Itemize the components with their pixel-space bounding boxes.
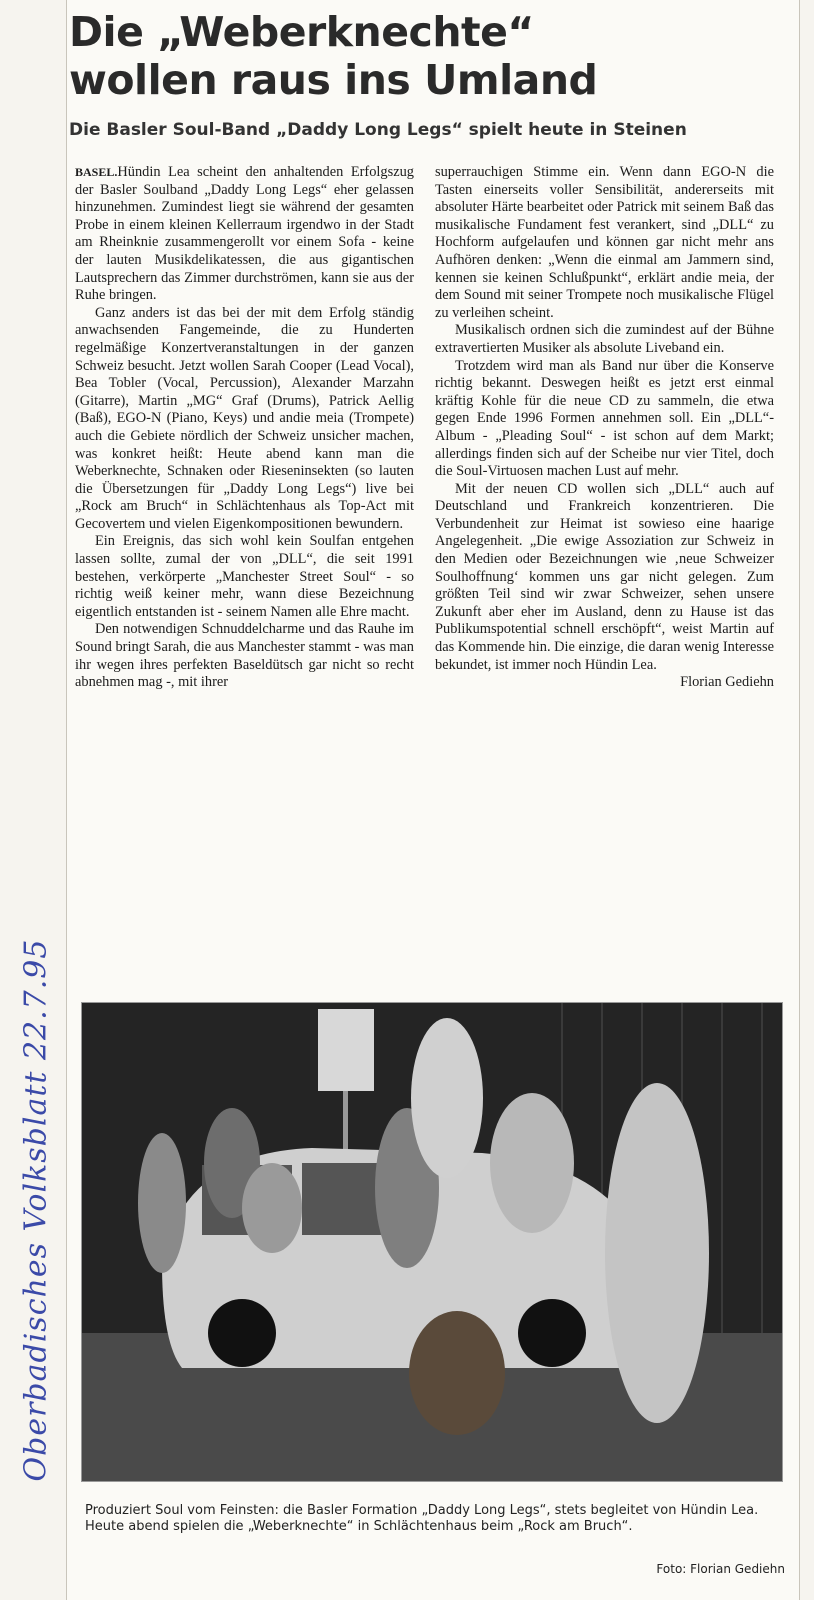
article-column-right <box>435 164 774 692</box>
band-photo-drawing <box>82 1003 782 1481</box>
handwritten-note-text: Oberbadisches Volksblatt 22.7.95 <box>18 938 54 1482</box>
dateline: BASEL. <box>75 165 118 179</box>
headline-line-1: Die „Weberknechte“ <box>69 8 534 56</box>
article-author: Florian Gediehn <box>680 674 774 691</box>
article-headline <box>69 8 789 104</box>
paragraph: Ganz anders ist das bei der mit dem Erfolg ständig anwachsenden Fangemeinde, die zu Hunderten regelmäßige Konzertveranstaltungen in der ganzen Schweiz besucht. Jetzt wollen Sarah Cooper (Lead Vocal), Bea Tobler (Vocal, Percussion), Alexander Marzahn (Gitarre), Martin „MG“ Graf (Drums), Patrick Aellig (Baß), EGO-N (Piano, Keys) und andie meia (Trompete) auch die Gebiete nördlich der Schweiz unsicher machen, was konkret heißt: Heute abend kann man die Weberknechte, Schnaken oder Rieseninsekten (so lauten die Übersetzungen für „Daddy Long Legs“) live bei „Rock am Bruch“ in Schlächtenhaus als Top-Act mit Gecovertem und vielen Eigenkompositionen bewundern. <box>75 304 414 532</box>
photo-caption: Produziert Soul vom Feinsten: die Basler Formation „Daddy Long Legs“, stets begleitet von Hündin Lea. Heute abend spielen die „Weberknechte“ in Schlächtenhaus beim „Rock am Bruch“. <box>85 1503 759 1534</box>
paragraph: Ein Ereignis, das sich wohl kein Soulfan entgehen lassen sollte, zumal der von „DLL“, die seit 1991 bestehen, verkörperte „Manchester Street Soul“ - so richtig weiß keiner mehr, wann diese Bezeichnung eigentlich entstanden ist - seinem Namen alle Ehre macht. <box>75 533 414 620</box>
article-column-left <box>75 164 414 692</box>
newspaper-clipping <box>66 0 800 1600</box>
paragraph: Musikalisch ordnen sich die zumindest auf der Bühne extravertierten Musiker als absolute Liveband ein. <box>435 322 774 356</box>
paragraph: superrauchigen Stimme ein. Wenn dann EGO-N die Tasten einerseits voller Sensibilität, andererseits mit absoluter Härte bearbeitet oder Patrick mit seinem Baß das musikalische Fundament fest verankert, sind „DLL“ zu Hochform aufgelaufen und können gar nicht mehr ans Aufhören denken: „Wenn die einmal am Jammern sind, kennen sie keinen Schlußpunkt“, erklärt andie meia, der dem Sound mit seiner Trompete noch musikalische Flügel zu verleihen scheint. <box>435 164 774 321</box>
headline-line-2: wollen raus ins Umland <box>69 56 598 104</box>
paragraph: Den notwendigen Schnuddelcharme und das Rauhe im Sound bringt Sarah, die aus Manchester stammt - was man ihr wegen ihres perfekten Baseldütsch gar nicht so recht abnehmen mag -, mit ihrer <box>75 621 414 691</box>
article-subheadline: Die Basler Soul-Band „Daddy Long Legs“ spielt heute in Steinen <box>69 120 687 140</box>
paragraph: Trotzdem wird man als Band nur über die Konserve richtig bekannt. Deswegen heißt es jetzt erst einmal kräftig Kohle für die neue CD zu sammeln, die etwa gegen Ende 1996 Formen annehmen soll. Ein „DLL“-Album - „Pleading Soul“ - ist schon auf dem Markt; allerdings finden sich auf der Scheibe nur vier Titel, doch die Soul-Virtuosen machen Lust auf mehr. <box>435 357 774 480</box>
handwritten-source-note <box>8 900 64 1520</box>
paragraph <box>75 164 414 305</box>
paragraph-text: Hündin Lea scheint den anhaltenden Erfolgszug der Basler Soulband „Daddy Long Legs“ eher gelassen hinzunehmen. Zumindest liegt sie während der gesamten Probe in einem kleinen Kellerraum irgendwo in der Stadt am Rheinknie zusammengerollt vor einem Sofa - keine der lauten Musikdelikatessen, die aus gigantischen Lautsprechern das Zimmer durchströmen, kann sie aus der Ruhe bringen. <box>75 164 414 304</box>
photo-credit: Foto: Florian Gediehn <box>656 1562 785 1576</box>
band-photo <box>81 1002 783 1482</box>
paragraph: Mit der neuen CD wollen sich „DLL“ auch auf Deutschland und Frankreich konzentrieren. Die Verbundenheit zur Heimat ist sowieso eine haarige Angelegenheit. „Die ewige Assoziation zur Schweiz in den Medien oder Bezeichnungen wie ‚neue Schweizer Soulhoffnung‘ kommen uns gar nicht gelegen. Zum größten Teil sind wir zwar Schweizer, sehen unsere Zukunft aber eher im Ausland, denn zu Hause ist das Publikumspotential schnell erschöpft“, weist Martin auf das Kommende hin. Die einzige, die daran wenig Interesse bekundet, ist immer noch Hündin Lea. <box>435 480 774 673</box>
